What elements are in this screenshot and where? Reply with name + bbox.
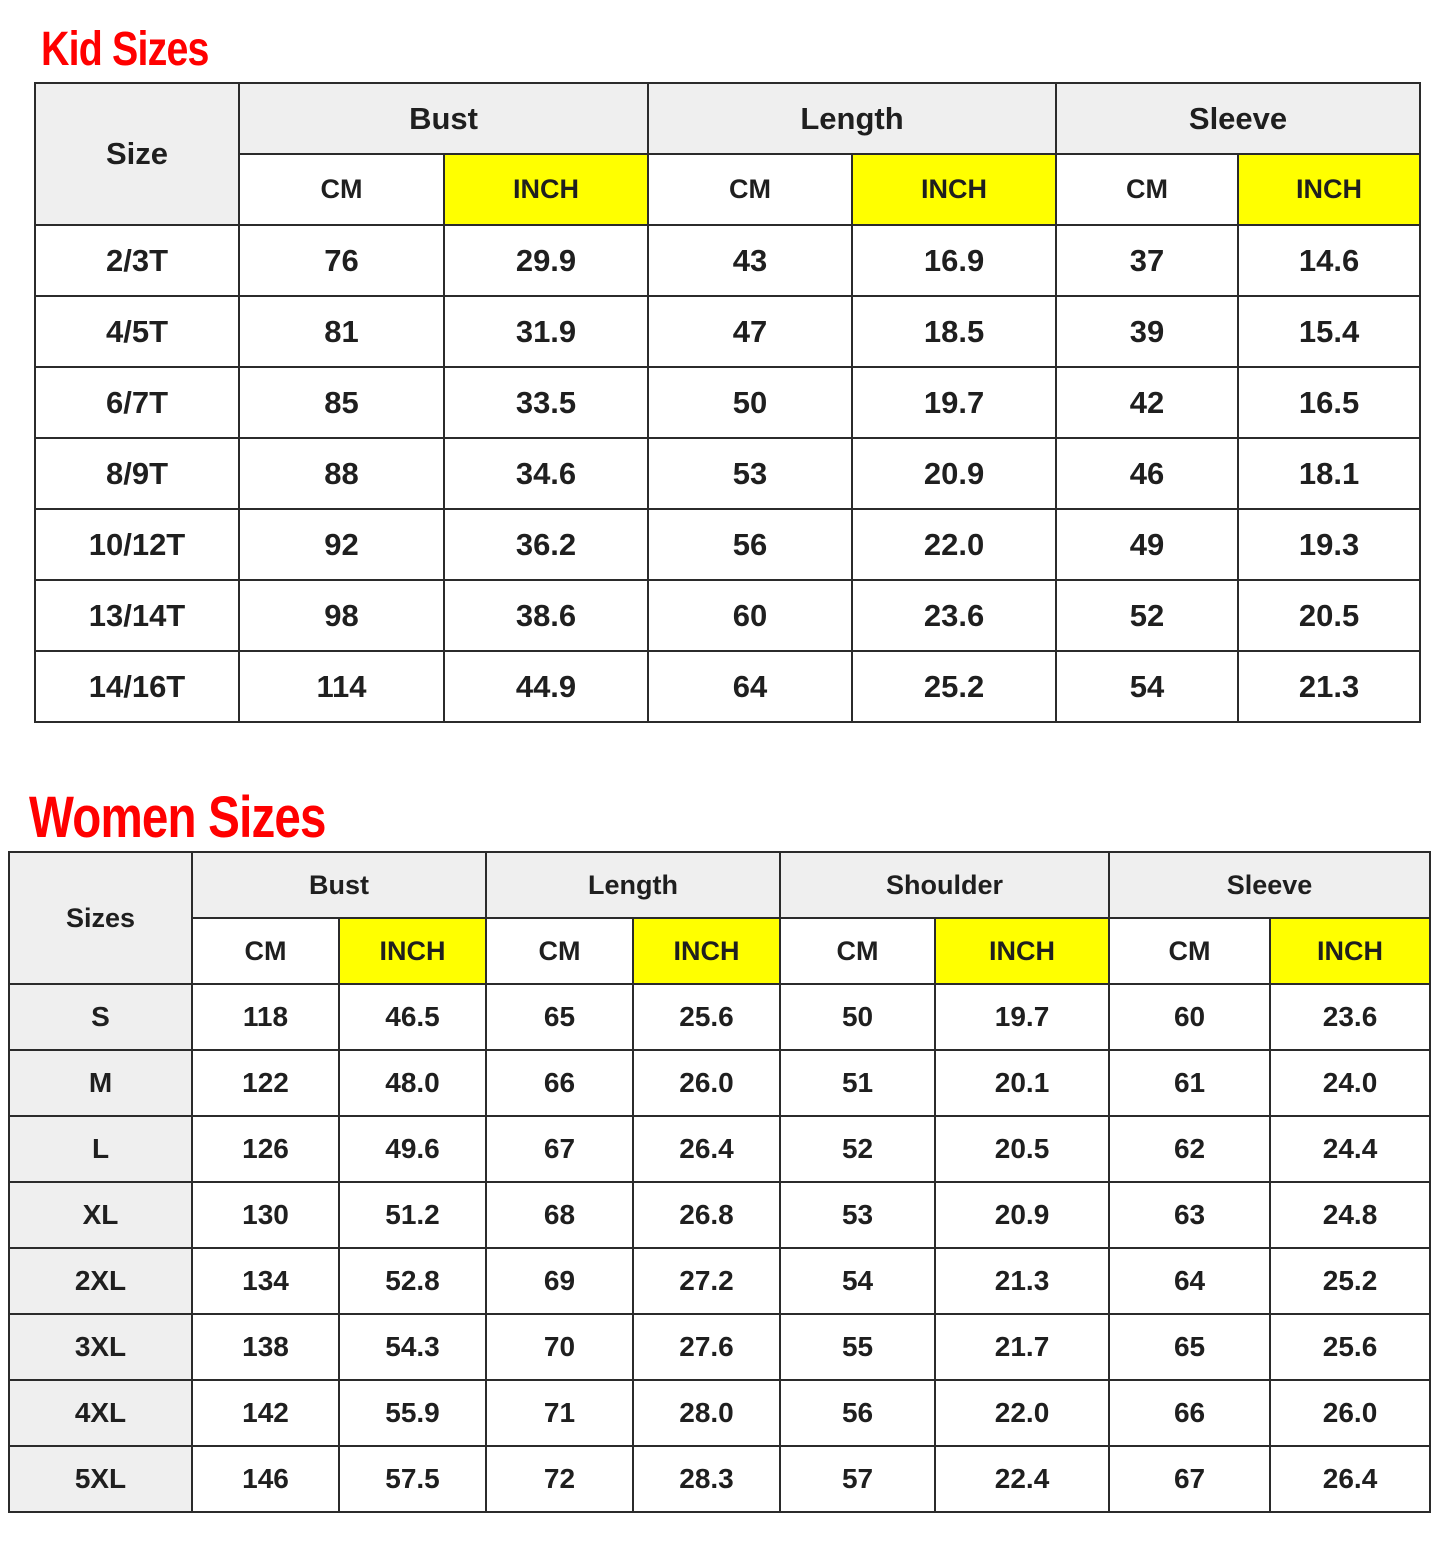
measurement-cell: 88 [239,438,444,509]
size-label-cell: 8/9T [35,438,239,509]
measurement-cell: 118 [192,984,339,1050]
size-label-cell: 4XL [9,1380,192,1446]
size-label-cell: 14/16T [35,651,239,722]
measurement-cell: 56 [648,509,852,580]
measurement-cell: 51 [780,1050,935,1116]
measurement-cell: 92 [239,509,444,580]
size-header: Size [35,83,239,225]
size-label-cell: 10/12T [35,509,239,580]
unit-header-inch: INCH [444,154,648,225]
measurement-cell: 68 [486,1182,633,1248]
measurement-cell: 130 [192,1182,339,1248]
measurement-cell: 24.8 [1270,1182,1430,1248]
table-row [9,1314,1430,1380]
measurement-cell: 37 [1056,225,1238,296]
size-label-cell: 6/7T [35,367,239,438]
table-row [9,984,1430,1050]
measurement-cell: 24.4 [1270,1116,1430,1182]
unit-header-cm: CM [192,918,339,984]
measurement-cell: 34.6 [444,438,648,509]
measurement-cell: 21.7 [935,1314,1109,1380]
size-label-cell: 3XL [9,1314,192,1380]
size-label-cell: 2XL [9,1248,192,1314]
measurement-cell: 146 [192,1446,339,1512]
unit-header-inch: INCH [1238,154,1420,225]
size-label-cell: 13/14T [35,580,239,651]
group-header-shoulder: Shoulder [780,852,1109,918]
measurement-cell: 23.6 [1270,984,1430,1050]
measurement-cell: 64 [1109,1248,1270,1314]
measurement-cell: 29.9 [444,225,648,296]
measurement-cell: 21.3 [1238,651,1420,722]
measurement-cell: 52.8 [339,1248,486,1314]
measurement-cell: 57.5 [339,1446,486,1512]
measurement-cell: 54 [1056,651,1238,722]
table-row [9,1050,1430,1116]
measurement-cell: 60 [648,580,852,651]
measurement-cell: 98 [239,580,444,651]
measurement-cell: 55 [780,1314,935,1380]
kid-table-body [35,225,1420,722]
size-label-cell: M [9,1050,192,1116]
measurement-cell: 36.2 [444,509,648,580]
kid-size-table [34,82,1421,723]
unit-header-cm: CM [486,918,633,984]
measurement-cell: 22.4 [935,1446,1109,1512]
measurement-cell: 31.9 [444,296,648,367]
unit-header-inch: INCH [1270,918,1430,984]
measurement-cell: 28.3 [633,1446,780,1512]
measurement-cell: 22.0 [935,1380,1109,1446]
measurement-cell: 20.9 [935,1182,1109,1248]
measurement-cell: 26.0 [633,1050,780,1116]
unit-header-inch: INCH [935,918,1109,984]
women-table-body [9,984,1430,1512]
measurement-cell: 26.4 [633,1116,780,1182]
measurement-cell: 67 [486,1116,633,1182]
size-label-cell: 5XL [9,1446,192,1512]
table-row [35,225,1420,296]
unit-header-cm: CM [648,154,852,225]
unit-header-inch: INCH [339,918,486,984]
measurement-cell: 64 [648,651,852,722]
group-header-length: Length [486,852,780,918]
kid-sizes-title: Kid Sizes [41,23,209,76]
measurement-cell: 72 [486,1446,633,1512]
measurement-cell: 18.1 [1238,438,1420,509]
size-label-cell: 4/5T [35,296,239,367]
measurement-cell: 47 [648,296,852,367]
measurement-cell: 61 [1109,1050,1270,1116]
size-label-cell: S [9,984,192,1050]
measurement-cell: 85 [239,367,444,438]
measurement-cell: 25.6 [633,984,780,1050]
measurement-cell: 66 [486,1050,633,1116]
measurement-cell: 138 [192,1314,339,1380]
measurement-cell: 22.0 [852,509,1056,580]
measurement-cell: 134 [192,1248,339,1314]
measurement-cell: 20.1 [935,1050,1109,1116]
measurement-cell: 19.3 [1238,509,1420,580]
measurement-cell: 48.0 [339,1050,486,1116]
table-row [35,367,1420,438]
measurement-cell: 25.2 [1270,1248,1430,1314]
table-row [35,296,1420,367]
measurement-cell: 52 [1056,580,1238,651]
table-row [35,509,1420,580]
measurement-cell: 19.7 [852,367,1056,438]
measurement-cell: 66 [1109,1380,1270,1446]
measurement-cell: 51.2 [339,1182,486,1248]
measurement-cell: 23.6 [852,580,1056,651]
measurement-cell: 43 [648,225,852,296]
measurement-cell: 26.4 [1270,1446,1430,1512]
group-header-bust: Bust [192,852,486,918]
measurement-cell: 76 [239,225,444,296]
unit-header-inch: INCH [633,918,780,984]
measurement-cell: 122 [192,1050,339,1116]
measurement-cell: 57 [780,1446,935,1512]
group-header-sleeve: Sleeve [1056,83,1420,154]
measurement-cell: 65 [486,984,633,1050]
measurement-cell: 16.9 [852,225,1056,296]
measurement-cell: 18.5 [852,296,1056,367]
measurement-cell: 71 [486,1380,633,1446]
measurement-cell: 142 [192,1380,339,1446]
measurement-cell: 27.6 [633,1314,780,1380]
measurement-cell: 70 [486,1314,633,1380]
measurement-cell: 50 [780,984,935,1050]
measurement-cell: 81 [239,296,444,367]
measurement-cell: 53 [648,438,852,509]
size-label-cell: L [9,1116,192,1182]
measurement-cell: 28.0 [633,1380,780,1446]
measurement-cell: 42 [1056,367,1238,438]
measurement-cell: 44.9 [444,651,648,722]
measurement-cell: 52 [780,1116,935,1182]
measurement-cell: 63 [1109,1182,1270,1248]
measurement-cell: 20.5 [1238,580,1420,651]
table-row [9,1182,1430,1248]
measurement-cell: 114 [239,651,444,722]
women-size-table [8,851,1431,1513]
unit-header-cm: CM [780,918,935,984]
table-row [9,1248,1430,1314]
measurement-cell: 54.3 [339,1314,486,1380]
unit-header-cm: CM [239,154,444,225]
measurement-cell: 19.7 [935,984,1109,1050]
measurement-cell: 49 [1056,509,1238,580]
unit-header-inch: INCH [852,154,1056,225]
measurement-cell: 54 [780,1248,935,1314]
measurement-cell: 126 [192,1116,339,1182]
table-row [9,1446,1430,1512]
measurement-cell: 56 [780,1380,935,1446]
group-header-bust: Bust [239,83,648,154]
measurement-cell: 16.5 [1238,367,1420,438]
women-sizes-title: Women Sizes [29,785,326,850]
measurement-cell: 38.6 [444,580,648,651]
size-header: Sizes [9,852,192,984]
measurement-cell: 25.2 [852,651,1056,722]
size-label-cell: 2/3T [35,225,239,296]
measurement-cell: 46 [1056,438,1238,509]
measurement-cell: 55.9 [339,1380,486,1446]
measurement-cell: 26.0 [1270,1380,1430,1446]
measurement-cell: 62 [1109,1116,1270,1182]
measurement-cell: 67 [1109,1446,1270,1512]
measurement-cell: 14.6 [1238,225,1420,296]
measurement-cell: 24.0 [1270,1050,1430,1116]
table-row [35,438,1420,509]
measurement-cell: 46.5 [339,984,486,1050]
group-header-sleeve: Sleeve [1109,852,1430,918]
measurement-cell: 69 [486,1248,633,1314]
measurement-cell: 21.3 [935,1248,1109,1314]
unit-header-cm: CM [1109,918,1270,984]
measurement-cell: 50 [648,367,852,438]
unit-header-cm: CM [1056,154,1238,225]
measurement-cell: 33.5 [444,367,648,438]
table-row [9,1116,1430,1182]
measurement-cell: 27.2 [633,1248,780,1314]
measurement-cell: 53 [780,1182,935,1248]
size-label-cell: XL [9,1182,192,1248]
measurement-cell: 15.4 [1238,296,1420,367]
measurement-cell: 49.6 [339,1116,486,1182]
measurement-cell: 26.8 [633,1182,780,1248]
measurement-cell: 60 [1109,984,1270,1050]
table-row [35,651,1420,722]
group-header-length: Length [648,83,1056,154]
measurement-cell: 20.9 [852,438,1056,509]
measurement-cell: 25.6 [1270,1314,1430,1380]
measurement-cell: 20.5 [935,1116,1109,1182]
table-row [9,1380,1430,1446]
measurement-cell: 65 [1109,1314,1270,1380]
table-row [35,580,1420,651]
measurement-cell: 39 [1056,296,1238,367]
